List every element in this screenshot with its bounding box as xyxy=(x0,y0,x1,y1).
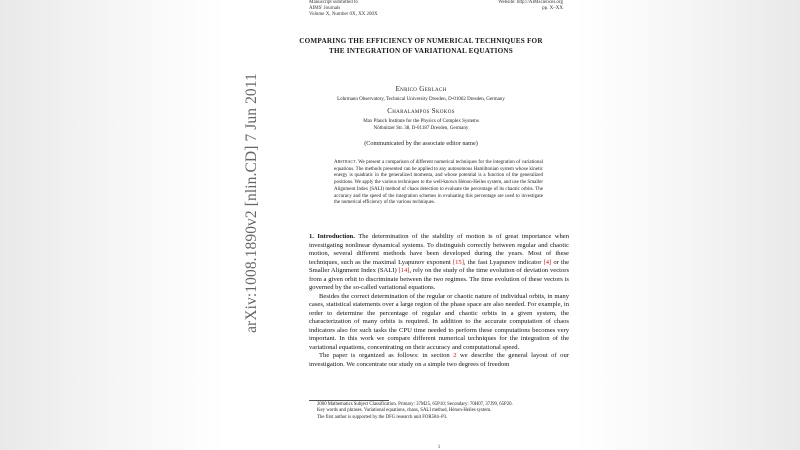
page-number: 1 xyxy=(437,445,441,450)
journal-header-right xyxy=(498,0,563,12)
paper-title: COMPARING THE EFFICIENCY OF NUMERICAL TECHNIQUES FOR THE INTEGRATION OF VARIATIONAL EQUATIONS xyxy=(299,37,543,55)
header-right-pages: pp. X–XX xyxy=(542,6,563,11)
abstract-text: We present a comparison of different numerical techniques for the integration of variational equations. The methods presented can be applied to any autonomous Hamiltonian system whose kinetic energy is quadratic in the generalized momenta, and whose potential is a function of the generalized positions. We apply the various techniques to the well-known Hénon-Heiles system, and use the Smaller Alignment Index (SALI) method of chaos detection to evaluate the percentage of its chaotic orbits. The accuracy and the speed of the integration schemes in evaluating this percentage are used to investigate the numerical efficiency of the various techniques. xyxy=(334,160,543,206)
abstract-label: Abstract. xyxy=(334,160,357,165)
paragraph-2: Besides the correct determination of the regular or chaotic nature of individual orbits, in many cases, statistical statements over a large region of the phase space are also needed. For example, in order to determine the percentage of regular and chaotic orbits in a given system, the characterization of many orbits is required. In addition to the accurate computation of chaos indicators also for such tasks the CPU time needed to perform these computations becomes very important. In this work we compare different numerical techniques for the integration of the variational equations, concentrating on their accuracy and computational speed. xyxy=(309,292,569,351)
author-name-2: Charalampos Skokos xyxy=(387,107,455,115)
document-page xyxy=(226,0,572,450)
paragraph-1-text-d: , rely on the study of the time evolution of deviation vectors from a given orbit to discriminate between the two regimes. The time evolution of these vectors is governed by the so-called variational equations. xyxy=(309,267,570,291)
author-affiliation-2-line2: Nöthnitzer Str. 38, D-01187 Dresden, Germany xyxy=(373,126,469,131)
paragraph-1 xyxy=(309,233,569,293)
paragraph-3 xyxy=(309,352,569,369)
author-affiliation-2 xyxy=(296,118,546,132)
arxiv-stamp: arXiv:1008.1890v2 [nlin.CD] 7 Jun 2011 xyxy=(243,73,260,333)
footnote-msc: 2000 Mathematics Subject Classification. Primary: 37M25, 65P10; Secondary: 70H07, 37J99, 65P20. xyxy=(317,402,513,407)
footnotes xyxy=(309,402,569,421)
paragraph-1-text-c: or the Smaller Alignment Index (SALI) xyxy=(309,258,570,274)
header-left-line2: AIMS' Journals xyxy=(309,6,341,11)
journal-header-left xyxy=(309,0,378,18)
footnote-keywords: Key words and phrases. Variational equations, chaos, SALI method, Hénon-Heiles system. xyxy=(317,408,492,414)
header-left-line3: Volume X, Number 0X, XX 200X xyxy=(309,12,378,17)
section-number: 1. xyxy=(309,233,314,240)
paragraph-1-text-a: The determination of the stability of motion is of great importance when investigating nonlinear dynamical systems. To distinguish correctly between regular and chaotic motion, several different methods have been developed during the years. Most of these techniques, such as the maximal Lyapunov exponent xyxy=(309,233,570,266)
header-left-line1: Manuscript submitted to xyxy=(309,0,358,5)
footnote-support: The first author is supported by the DFG research unit FOR584–P3. xyxy=(317,414,448,420)
paragraph-3-text-b: we describe the general layout of our investigation. We concentrate our study on a simple two degrees of freedom xyxy=(309,352,569,368)
citation-link-4[interactable]: [4] xyxy=(543,258,552,266)
paragraph-1-text-b: , the fast Lyapunov indicator xyxy=(463,258,542,266)
section-ref-link-2[interactable]: 2 xyxy=(453,352,457,359)
communicated-by: (Communicated by the associate editor name) xyxy=(364,140,478,147)
header-right-website[interactable]: Website: http://AIMsciences.org xyxy=(498,0,563,5)
section-introduction xyxy=(309,233,569,369)
abstract xyxy=(334,160,543,207)
citation-link-14[interactable]: [14] xyxy=(398,267,410,274)
author-affiliation-1: Lohrmann Observatory, Technical University Dresden, D-01062 Dresden, Germany xyxy=(337,97,505,102)
paragraph-3-text-a: The paper is organized as follows: in section xyxy=(319,352,450,359)
footnote-rule xyxy=(309,400,389,401)
author-name-1: Enrico Gerlach xyxy=(395,85,447,93)
author-affiliation-2-line1: Max Planck Institute for the Physics of Complex Systems xyxy=(363,119,479,124)
citation-link-15[interactable]: [15] xyxy=(452,258,464,266)
section-title: Introduction. xyxy=(317,233,355,240)
